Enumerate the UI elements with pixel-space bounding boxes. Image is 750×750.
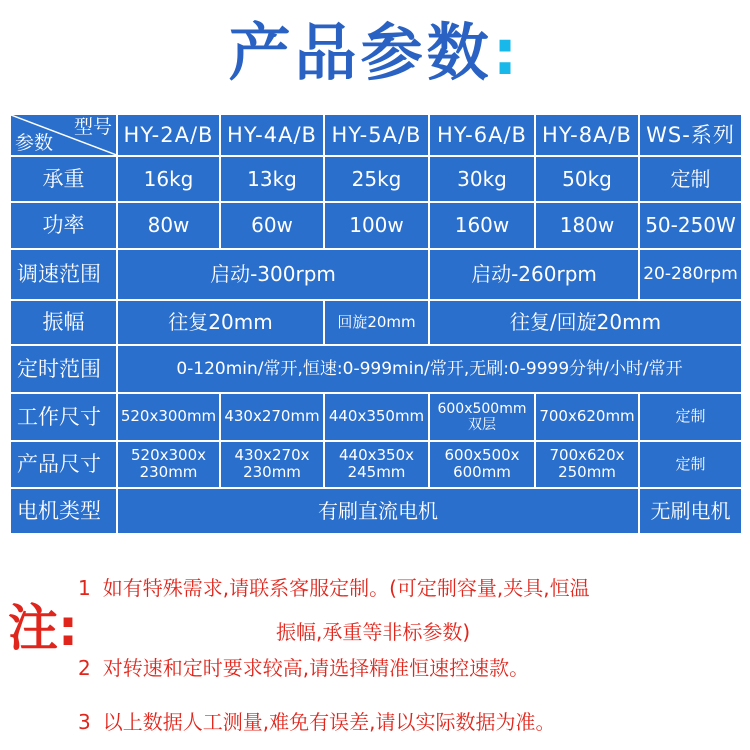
- cell-line: 700x620x: [549, 446, 625, 465]
- table-cell: 180w: [535, 202, 639, 249]
- table-cell: 100w: [324, 202, 429, 249]
- cell-line: 230mm: [139, 463, 198, 482]
- cell-line: 520x300x: [130, 446, 206, 465]
- table-row-amplitude: [10, 300, 742, 345]
- note-item: [276, 616, 470, 645]
- cell-line: 600x500mm: [437, 400, 527, 417]
- page-title-colon: :: [492, 16, 522, 89]
- cell-line: 600mm: [453, 463, 511, 482]
- cell-line: 250mm: [558, 463, 616, 482]
- table-row-product-size: [10, 441, 742, 488]
- table-cell: [220, 441, 324, 488]
- table-row-load: [10, 156, 742, 202]
- table-cell: 440x350mm: [324, 393, 429, 441]
- table-cell: 80w: [117, 202, 220, 249]
- note-number: 3: [78, 710, 91, 734]
- note-item: [78, 652, 529, 681]
- table-row-speed: [10, 249, 742, 300]
- header-cell: HY-6A/B: [429, 114, 535, 156]
- row-label: 产品尺寸: [10, 441, 117, 488]
- table-row-work-size: [10, 393, 742, 441]
- table-cell: [429, 393, 535, 441]
- header-cell: HY-2A/B: [117, 114, 220, 156]
- table-cell: 700x620mm: [535, 393, 639, 441]
- table-row-header: [10, 114, 742, 156]
- header-cell: HY-8A/B: [535, 114, 639, 156]
- corner-label-param: 参数: [15, 131, 54, 154]
- row-label: 调速范围: [10, 249, 117, 300]
- corner-label-model: 型号: [73, 116, 112, 138]
- table-cell: 定制: [639, 156, 742, 202]
- note-text: 以上数据人工测量,难免有误差,请以实际数据为准。: [102, 710, 556, 734]
- row-label: 电机类型: [10, 488, 117, 534]
- row-label: 承重: [10, 156, 117, 202]
- table-cell: 50kg: [535, 156, 639, 202]
- table-cell: 定制: [639, 393, 742, 441]
- corner-cell: [10, 114, 117, 156]
- table-cell: [324, 441, 429, 488]
- table-cell: 30kg: [429, 156, 535, 202]
- row-label: 定时范围: [10, 345, 117, 393]
- header-cell: WS-系列: [639, 114, 742, 156]
- note-item: [78, 706, 555, 735]
- table-cell: 回旋20mm: [324, 300, 429, 345]
- note-item: [78, 572, 590, 601]
- cell-line: 230mm: [243, 463, 301, 482]
- table-row-motor: [10, 488, 742, 534]
- table-cell: [535, 441, 639, 488]
- table-cell: 启动-260rpm: [429, 249, 639, 300]
- table-cell: 0-120min/常开,恒速:0-999min/常开,无刷:0-9999分钟/小时/常开: [117, 345, 742, 393]
- table-cell: [117, 441, 220, 488]
- page-title-text: 产品参数: [228, 16, 493, 89]
- table-cell: 有刷直流电机: [117, 488, 639, 534]
- note-text: 振幅,承重等非标参数): [276, 620, 471, 644]
- spec-table: [9, 113, 743, 535]
- note-number: 1: [78, 576, 91, 600]
- cell-line: 双层: [468, 416, 496, 433]
- note-text: 对转速和定时要求较高,请选择精准恒速控速款。: [102, 656, 530, 680]
- table-cell: 25kg: [324, 156, 429, 202]
- table-cell: 430x270mm: [220, 393, 324, 441]
- table-cell: 520x300mm: [117, 393, 220, 441]
- table-cell: 160w: [429, 202, 535, 249]
- header-cell: HY-4A/B: [220, 114, 324, 156]
- table-row-timer: [10, 345, 742, 393]
- table-cell: 往复/回旋20mm: [429, 300, 742, 345]
- header-cell: HY-5A/B: [324, 114, 429, 156]
- note-mark: 注:: [8, 599, 78, 657]
- row-label: 功率: [10, 202, 117, 249]
- cell-line: 245mm: [347, 463, 406, 482]
- table-cell: 50-250W: [639, 202, 742, 249]
- table-cell: 往复20mm: [117, 300, 324, 345]
- table-cell: 13kg: [220, 156, 324, 202]
- row-label: 工作尺寸: [10, 393, 117, 441]
- cell-line: 430x270x: [234, 446, 310, 465]
- cell-line: 600x500x: [444, 446, 520, 465]
- table-cell: 60w: [220, 202, 324, 249]
- row-label: 振幅: [10, 300, 117, 345]
- cell-line: 440x350x: [338, 446, 414, 465]
- table-cell: 16kg: [117, 156, 220, 202]
- table-cell: 无刷电机: [639, 488, 742, 534]
- table-cell: [429, 441, 535, 488]
- table-cell: 启动-300rpm: [117, 249, 429, 300]
- note-text: 如有特殊需求,请联系客服定制。(可定制容量,夹具,恒温: [102, 576, 590, 600]
- page-title: [0, 8, 750, 98]
- table-cell: 20-280rpm: [639, 249, 742, 300]
- table-row-power: [10, 202, 742, 249]
- table-cell: 定制: [639, 441, 742, 488]
- note-number: 2: [78, 656, 91, 680]
